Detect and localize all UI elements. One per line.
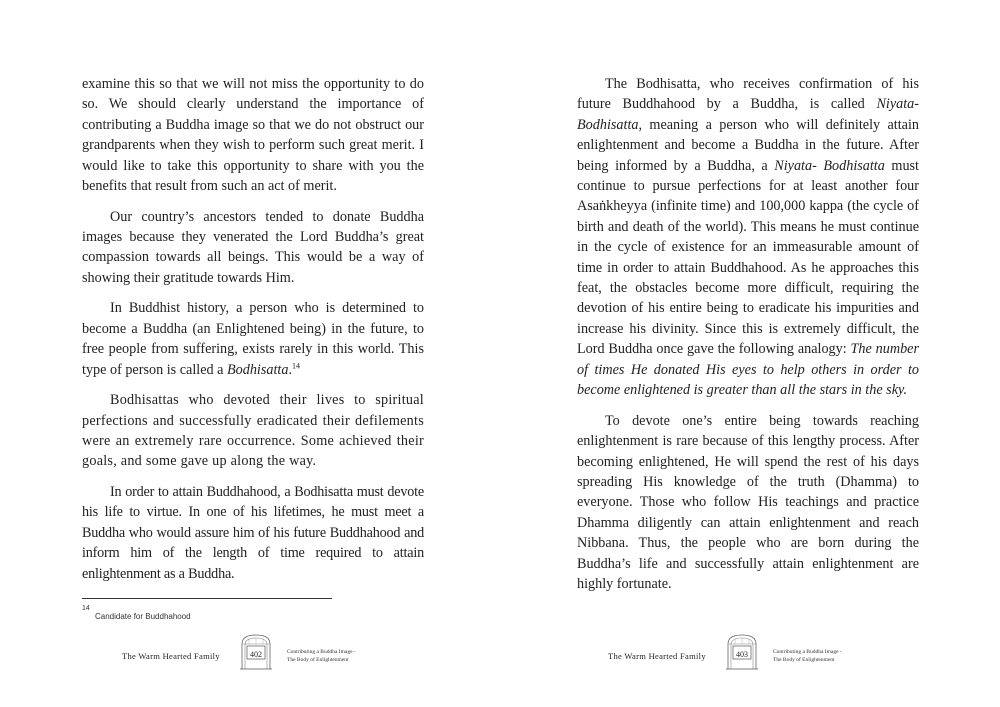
right-paragraph-1-part-c: must continue to pursue perfections for at least another four Asaṅkheyya (infinite time) and 100,000 kappa (the cycle of birth and death of the world). This means he must continue in the cycle of existence for an immeasurable amount of time in order to attain Buddhahood. As he approaches this feat, the obstacles become more difficult, requiring the devotion of his entire being to eradicate his impurities and increase his divinity. Since this is extremely difficult, the Lord Buddha once gave the following analogy: (577, 157, 919, 358)
footnote-number: 14 (82, 605, 90, 612)
right-paragraph-1-part-a: The Bodhisatta, who receives confirmation of his future Buddhahood by a Buddha, is called (577, 76, 919, 113)
left-paragraph-3 (82, 298, 424, 380)
niyata-bodhisatta-term-2: Niyata- Bodhisatta (774, 157, 885, 174)
left-paragraph-1: examine this so that we will not miss the opportunity to do so. We should clearly understand the importance of contributing a Buddha image so that we do not obstruct our grandparents when they wish to perform such great merit. I would like to take this opportunity to share with you the benefits that result from such an act of merit. (82, 76, 424, 195)
footer-book-title: The Warm Hearted Family (608, 651, 706, 661)
page-number: 403 (736, 650, 748, 659)
analogy-quote: The number of times He donated His eyes to help others in order to become enlightened is greater than all the stars in the sky. (577, 341, 919, 399)
left-paragraph-3-text: In Buddhist history, a person who is determined to become a Buddha (an Enlightened being) in the future, to free people from suffering, exists rarely in this world. This type of person is called a (82, 300, 424, 378)
niyata-bodhisatta-term: Niyata-Bodhisatta (577, 96, 919, 133)
footer-chapter-title (287, 649, 356, 664)
left-paragraph-3-end: . (288, 361, 293, 378)
page-number: 402 (250, 650, 262, 659)
footer-chapter-title (773, 649, 842, 664)
footnote-divider (82, 598, 332, 599)
footer-book-title: The Warm Hearted Family (122, 651, 220, 661)
footer-chapter-line-1: Contributing a Buddha Image - (773, 649, 842, 655)
right-page (500, 0, 1000, 707)
left-text-column (82, 74, 424, 594)
footnote-text: Candidate for Buddhahood (95, 612, 191, 621)
footer-chapter-line-2: The Body of Enlightenment (773, 656, 835, 663)
left-paragraph-5: In order to attain Buddhahood, a Bodhisatta must devote his life to virtue. In one of his lifetimes, he must meet a Buddha who would assure him of his future Buddhahood and inform him of the length of time required to attain enlightenment as a Buddha. (82, 484, 424, 582)
left-paragraph-4: Bodhisattas who devoted their lives to spiritual perfections and successfully eradicated their defilements were an extremely rare occurrence. Some achieved their goals, and some gave up along the way. (82, 392, 424, 470)
right-paragraph-2: To devote one’s entire being towards reaching enlightenment is rare because of this lengthy process. After becoming enlightened, He will spend the rest of his days spreading His knowledge of the truth (Dhamma) to everyone. Those who follow His teachings and practice Dhamma diligently can attain enlightenment and reach Nibbana. Thus, the people who are born during the Buddha’s life and successfully attain enlightenment are highly fortunate. (577, 412, 919, 592)
right-text-column (577, 74, 919, 605)
footnote-reference[interactable]: 14 (292, 360, 301, 370)
left-paragraph-2: Our country’s ancestors tended to donate Buddha images because they venerated the Lord Buddha’s great compassion towards all beings. This would be a way of showing their gratitude towards Him. (82, 208, 424, 286)
footer-chapter-line-1: Contributing a Buddha Image - (287, 649, 356, 655)
right-paragraph-1 (577, 74, 919, 401)
footer-chapter-line-2: The Body of Enlightenment (287, 656, 349, 663)
right-paragraph-1-part-b: , meaning a person who will definitely attain enlightenment and become a Buddha in the future. After being informed by a Buddha, a (577, 116, 919, 174)
bodhisatta-term: Bodhisatta (226, 361, 289, 378)
